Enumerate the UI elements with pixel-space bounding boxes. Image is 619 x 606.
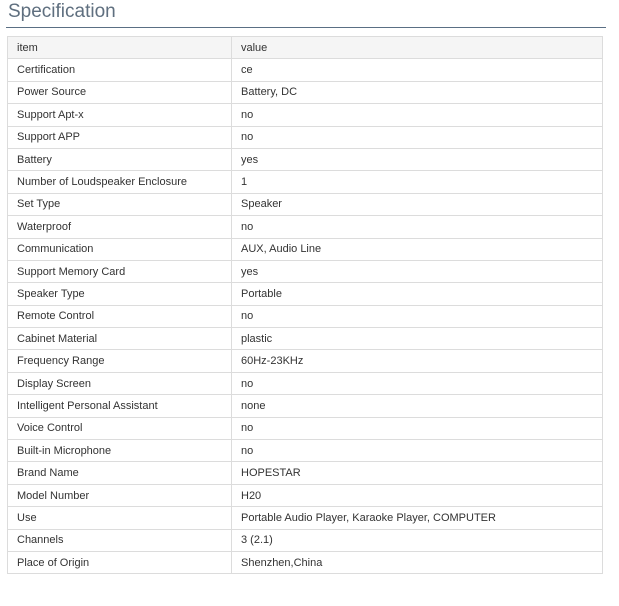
spec-value-cell: no [232, 126, 603, 148]
table-row [8, 372, 603, 394]
spec-item-cell: Power Source [8, 81, 232, 103]
spec-item-cell: Support APP [8, 126, 232, 148]
table-row [8, 238, 603, 260]
spec-item-cell: Speaker Type [8, 283, 232, 305]
spec-value-cell: no [232, 417, 603, 439]
spec-item-cell: Frequency Range [8, 350, 232, 372]
column-header-item: item [8, 37, 232, 59]
spec-item-cell: Model Number [8, 484, 232, 506]
spec-value-cell: 1 [232, 171, 603, 193]
table-row [8, 507, 603, 529]
spec-value-cell: AUX, Audio Line [232, 238, 603, 260]
spec-value-cell: no [232, 216, 603, 238]
spec-item-cell: Support Memory Card [8, 260, 232, 282]
page-title: Specification [8, 1, 116, 22]
table-row [8, 216, 603, 238]
table-row [8, 350, 603, 372]
spec-item-cell: Built-in Microphone [8, 440, 232, 462]
table-row [8, 305, 603, 327]
spec-item-cell: Display Screen [8, 372, 232, 394]
spec-item-cell: Voice Control [8, 417, 232, 439]
spec-value-cell: Shenzhen,China [232, 551, 603, 573]
table-row [8, 462, 603, 484]
spec-value-cell: Battery, DC [232, 81, 603, 103]
spec-item-cell: Place of Origin [8, 551, 232, 573]
table-row [8, 126, 603, 148]
spec-value-cell: Portable Audio Player, Karaoke Player, COMPUTER [232, 507, 603, 529]
table-row [8, 193, 603, 215]
table-row [8, 283, 603, 305]
spec-value-cell: no [232, 305, 603, 327]
spec-value-cell: 60Hz-23KHz [232, 350, 603, 372]
spec-item-cell: Communication [8, 238, 232, 260]
table-row [8, 529, 603, 551]
spec-item-cell: Brand Name [8, 462, 232, 484]
table-row [8, 171, 603, 193]
specification-table-body [8, 37, 603, 574]
table-row [8, 148, 603, 170]
column-header-value: value [232, 37, 603, 59]
spec-value-cell: no [232, 104, 603, 126]
spec-item-cell: Set Type [8, 193, 232, 215]
spec-item-cell: Use [8, 507, 232, 529]
table-row [8, 551, 603, 573]
spec-value-cell: plastic [232, 328, 603, 350]
spec-value-cell: yes [232, 148, 603, 170]
spec-value-cell: no [232, 440, 603, 462]
spec-item-cell: Remote Control [8, 305, 232, 327]
spec-value-cell: no [232, 372, 603, 394]
table-row [8, 328, 603, 350]
specification-table [7, 36, 603, 574]
spec-value-cell: Portable [232, 283, 603, 305]
spec-value-cell: 3 (2.1) [232, 529, 603, 551]
spec-value-cell: none [232, 395, 603, 417]
spec-item-cell: Battery [8, 148, 232, 170]
spec-item-cell: Cabinet Material [8, 328, 232, 350]
table-row [8, 440, 603, 462]
spec-value-cell: HOPESTAR [232, 462, 603, 484]
table-row [8, 484, 603, 506]
table-row [8, 104, 603, 126]
table-row [8, 81, 603, 103]
table-row [8, 395, 603, 417]
table-row [8, 260, 603, 282]
spec-value-cell: yes [232, 260, 603, 282]
spec-item-cell: Channels [8, 529, 232, 551]
spec-item-cell: Certification [8, 59, 232, 81]
table-header-row [8, 37, 603, 59]
table-row [8, 417, 603, 439]
spec-item-cell: Number of Loudspeaker Enclosure [8, 171, 232, 193]
spec-value-cell: H20 [232, 484, 603, 506]
table-row [8, 59, 603, 81]
spec-item-cell: Support Apt-x [8, 104, 232, 126]
spec-value-cell: ce [232, 59, 603, 81]
spec-item-cell: Intelligent Personal Assistant [8, 395, 232, 417]
spec-item-cell: Waterproof [8, 216, 232, 238]
spec-value-cell: Speaker [232, 193, 603, 215]
title-bar [6, 0, 606, 28]
